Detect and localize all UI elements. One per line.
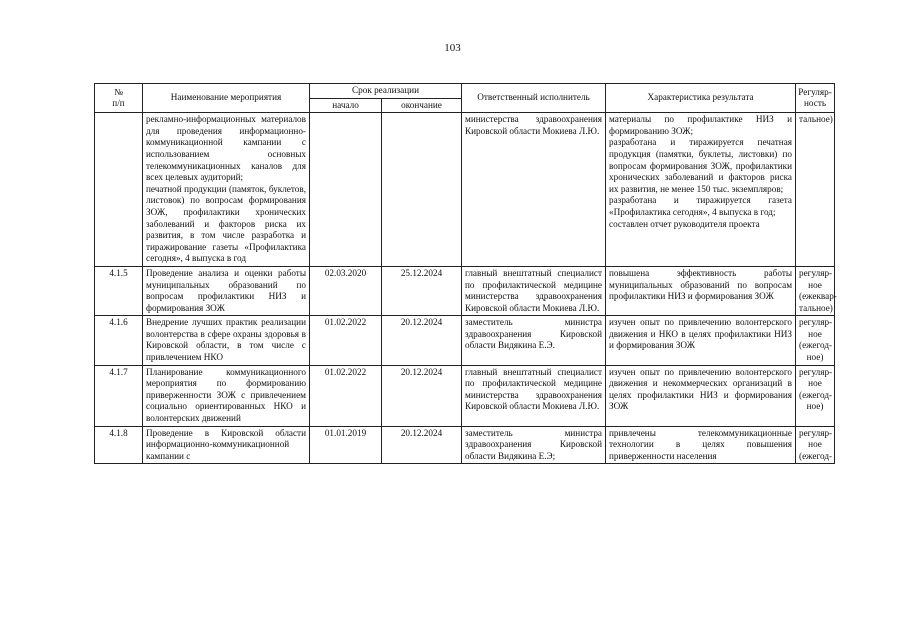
- row-executor: заместитель министра здравоохранения Кировской области Видякина Е.Э.: [462, 316, 606, 365]
- table-row: [95, 316, 835, 365]
- row-name: Проведение в Кировской области информационно-коммуникационной кампании с: [143, 426, 310, 464]
- row-num: 4.1.8: [95, 426, 143, 464]
- header-start: начало: [310, 98, 382, 113]
- row-executor: заместитель министра здравоохранения Кировской области Видякина Е.Э;: [462, 426, 606, 464]
- row-regularity: регуляр- ное (ежегод- ное): [796, 316, 835, 365]
- row-start: [310, 113, 382, 267]
- header-executor: Ответственный исполнитель: [462, 84, 606, 113]
- header-regularity: Регуляр- ность: [796, 84, 835, 113]
- row-executor: главный внештатный специалист по профилактической медицине министерства здравоохранения Кировской области Мокиева Л.Ю.: [462, 266, 606, 315]
- row-num: 4.1.6: [95, 316, 143, 365]
- header-name: Наименование мероприятия: [143, 84, 310, 113]
- row-start: 01.01.2019: [310, 426, 382, 464]
- row-end: 20.12.2024: [382, 365, 462, 426]
- header-result: Характеристика результата: [606, 84, 796, 113]
- measures-table: [94, 83, 835, 464]
- row-num: [95, 113, 143, 267]
- table-row: [95, 266, 835, 315]
- page-number: 103: [444, 42, 461, 54]
- header-num: № п/п: [95, 84, 143, 113]
- row-result: изучен опыт по привлечению волонтерского движения и НКО в целях профилактики НИЗ и формирования ЗОЖ: [606, 316, 796, 365]
- table-row: [95, 365, 835, 426]
- row-executor: министерства здравоохранения Кировской области Мокиева Л.Ю.: [462, 113, 606, 267]
- table-row: [95, 426, 835, 464]
- row-start: 02.03.2020: [310, 266, 382, 315]
- row-end: 25.12.2024: [382, 266, 462, 315]
- row-name: Проведение анализа и оценки работы муниципальных образований по вопросам профилактики НИЗ и формирования ЗОЖ: [143, 266, 310, 315]
- header-end: окончание: [382, 98, 462, 113]
- row-result: повышена эффективность работы муниципальных образований по вопросам профилактики НИЗ и формирования ЗОЖ: [606, 266, 796, 315]
- row-end: 20.12.2024: [382, 426, 462, 464]
- table-row: [95, 113, 835, 267]
- row-name: рекламно-информационных материалов для проведения информационно-коммуникационной кампании с использованием основных телекоммуникационных каналов для всех целевых аудиторий; печатной продукции (памяток, буклетов, листовок) по вопросам формирования ЗОЖ, профилактики хронических заболеваний и факторов риска их развития, в том числе разработка и тиражирование газеты «Профилактика сегодня», 4 выпуска в год: [143, 113, 310, 267]
- row-name: Планирование коммуникационного мероприятия по формированию приверженности ЗОЖ с привлечением социально ориентированных НКО и волонтерских движений: [143, 365, 310, 426]
- row-end: 20.12.2024: [382, 316, 462, 365]
- row-regularity: регуляр- ное (ежегод-: [796, 426, 835, 464]
- header-row: [95, 84, 835, 99]
- row-result: привлечены телекоммуникационные технологии в целях повышения приверженности населения: [606, 426, 796, 464]
- row-regularity: регуляр- ное (ежегод- ное): [796, 365, 835, 426]
- row-end: [382, 113, 462, 267]
- row-result: материалы по профилактике НИЗ и формированию ЗОЖ; разработана и тиражируется печатная продукция (памятки, буклеты, листовки) по вопросам формирования ЗОЖ, профилактики хронических заболеваний и факторов риска их развития, не менее 150 тыс. экземпляров; разработана и тиражируется газета «Профилактика сегодня», 4 выпуска в год; составлен отчет руководителя проекта: [606, 113, 796, 267]
- row-start: 01.02.2022: [310, 365, 382, 426]
- row-name: Внедрение лучших практик реализации волонтерства в сфере охраны здоровья в Кировской области, в том числе с привлечением НКО: [143, 316, 310, 365]
- row-executor: главный внештатный специалист по профилактической медицине министерства здравоохранения Кировской области Мокиева Л.Ю.: [462, 365, 606, 426]
- row-regularity: регуляр- ное (ежеквар- тальное): [796, 266, 835, 315]
- header-period: Срок реализации: [310, 84, 462, 99]
- row-result: изучен опыт по привлечению волонтерского движения и некоммерческих организаций в целях профилактики НИЗ и формирования ЗОЖ: [606, 365, 796, 426]
- row-regularity: тальное): [796, 113, 835, 267]
- row-num: 4.1.7: [95, 365, 143, 426]
- row-start: 01.02.2022: [310, 316, 382, 365]
- row-num: 4.1.5: [95, 266, 143, 315]
